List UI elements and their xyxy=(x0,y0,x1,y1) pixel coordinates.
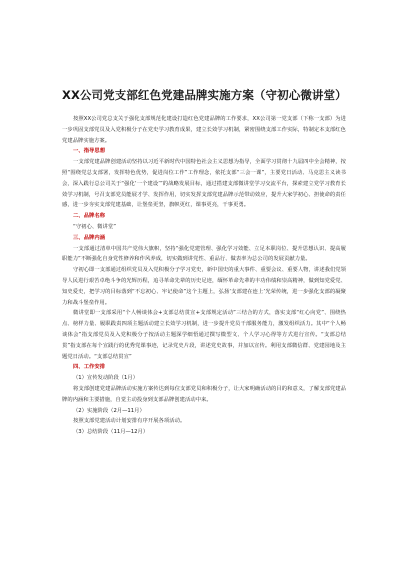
schedule-item-label: （2）实施阶段（2月—11月） xyxy=(73,407,145,414)
section-paragraph: 微讲堂即一支部采用“个人畅谈体会+支部总结贯宣+支部规定活动”三结合的方式，落实支部“红心向党”、围绕热点、榜样力量、履职践责四项主题活动建立长效学习机制，进一步提升党员干部服务能力，激发组织活力。其中“个人畅谈体会”指支部党员及入党积极分子按活动主题深学细悟通过撰写微型文、个人学习心得等方式进行宣传。“支部总结贯”指支部在每个宣践行的优秀党课事迹，记录党史片段，讲述党史故事，并加以宣传。利用支部微信群、党建园地及主题党日活动。“支部总结贯宣” xyxy=(62,310,346,360)
intro-paragraph: 按照XX公司党总支关于强化支部规范化建设打造红色党建品牌的工作要求，XX公司第一党支部（下称一支部）为进一步巩固支部党员及入党积极分子在党史学习教育成果，建立长效学习机制，紧密围绕支部工作实际，特制定本支部红色党建品牌实施方案。 xyxy=(62,116,346,144)
schedule-item-text: 将支部创建党建品牌活动实施方案传达到每位支部党员和积极分子，让大家明确活动的目的和意义，了解支部党建品牌的内涵和主要措施，自觉主动投身到支部品牌创建活动中来。 xyxy=(62,385,346,403)
section-paragraph: 一支部党建品牌创建活动坚持以习近平新时代中国特色社会主义思想为指导，全面学习贯彻十九届四中全会精神，按照“围绕党总支部署，发挥特色优势，促进岗位工作”工作理念，依托支部“三会一课”，主要党日活动、马克思主义读书会，深入践行总公司关于“强化‘一个建设’”的战略发展目标，通过搭建支部微讲堂学习交流平台，探索建立党学习教育长效学习机制，号召支部党员能展才学、发挥作用，切实发挥支部党建品牌示范带动效应，提升大家学初心、担使命的责任感，进一步夯实支部党建基础，让堡垒更坚，旗帜更红，课事更亮，干事更勇。 xyxy=(62,159,346,209)
section-paragraph: 一支部通过清单中国共产党伟大旗帜，坚持“强化党建管理、强化学习效能、立足本职岗位、提升思想认识、提高履职能力”不断强化自身党性修养和作风养成，切实做到讲党性、重品行、做表率为总公司的发展贡献力量。 xyxy=(62,245,346,263)
section-heading: 二、品牌名称 xyxy=(73,213,106,220)
section-paragraph: 守初心即一支部通过组织党员及入党积极分子学习党史，新中国史的重大事件、重要会议、重要人物，讲述我们党领导人民进行艰苦卓绝斗争的光辉历程，追寻革命先辈的历史足迹，缅怀革命先辈的丰功伟绩和崇高精神，做到知党爱党、知史爱史，把学习的目标落到“不忘初心、牢记使命”这个主题上，弘扬‘支部建在连上’光荣传统，进一步强化支部的凝聚力和战斗堡垒作用。 xyxy=(62,267,346,306)
document-title: XX公司党支部红色党建品牌实施方案（守初心微讲堂） xyxy=(62,88,347,102)
section-heading: 三、品牌内涵 xyxy=(73,234,106,241)
schedule-item-text: 按照支部党建活动计划安排有序开展各项活动。 xyxy=(73,418,186,425)
brand-name: “守初心、微讲堂” xyxy=(73,223,117,230)
section-heading: 四、工作安排 xyxy=(73,364,106,371)
schedule-item-label: （1）宣传发动阶段（1月） xyxy=(73,375,139,382)
document-body xyxy=(62,82,346,438)
schedule-item-label: （3）总结阶段（11月—12月） xyxy=(73,429,149,436)
section-heading: 一、指导思想 xyxy=(73,148,106,155)
